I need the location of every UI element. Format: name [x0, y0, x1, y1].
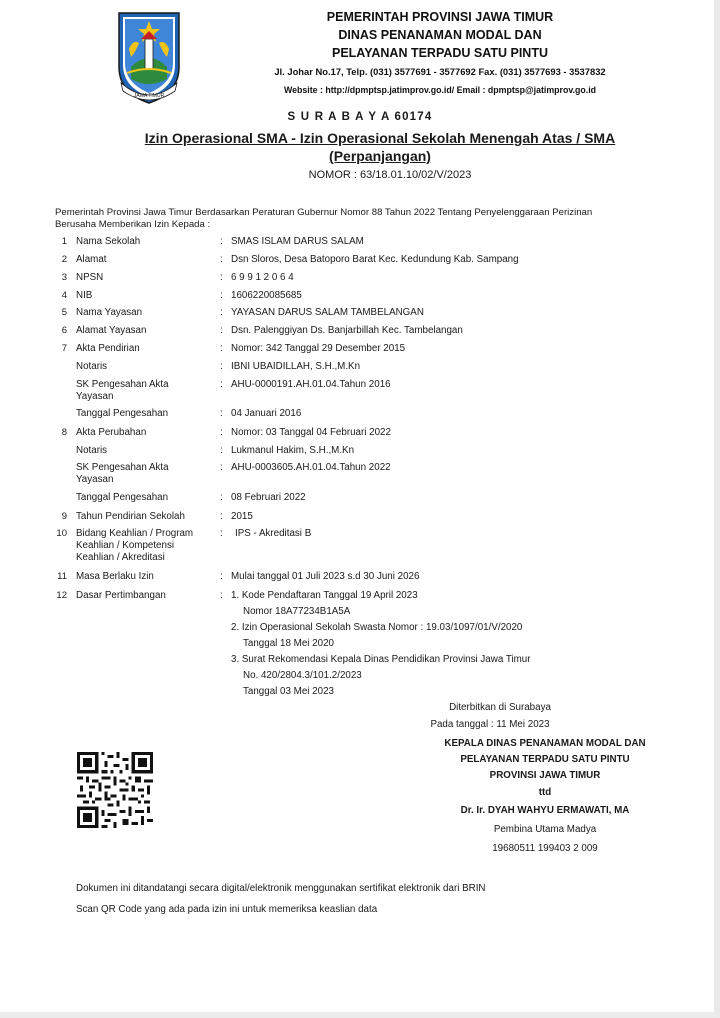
- item-value: Dsn. Palenggiyan Ds. Banjarbillah Kec. Tambelangan: [231, 325, 463, 336]
- item-label: Bidang Keahlian / Program Keahlian / Kompetensi Keahlian / Akreditasi: [76, 528, 194, 563]
- consideration-line: 1. Kode Pendaftaran Tanggal 19 April 2023: [231, 590, 418, 601]
- item-label: Nama Sekolah: [76, 236, 141, 247]
- item-colon: :: [220, 511, 223, 522]
- signatory-nip: 19680511 199403 2 009: [492, 843, 598, 854]
- signatory-rank: Pembina Utama Madya: [493, 824, 597, 835]
- item-colon: :: [220, 408, 223, 419]
- item-number: 12: [56, 590, 67, 601]
- jawa-timur-emblem-logo: [113, 9, 185, 105]
- item-colon: :: [220, 427, 223, 438]
- item-colon: :: [220, 492, 223, 503]
- consideration-line: Tanggal 18 Mei 2020: [243, 638, 334, 649]
- item-label: Tahun Pendirian Sekolah: [76, 511, 185, 522]
- item-value: Nomor: 342 Tanggal 29 Desember 2015: [231, 343, 406, 354]
- footer-digital-signature-note: Dokumen ini ditandatangi secara digital/elektronik menggunakan sertifikat elektronik dari BRIN: [76, 883, 486, 894]
- item-value: IPS - Akreditasi B: [235, 528, 312, 539]
- header-line1: PEMERINTAH PROVINSI JAWA TIMUR: [326, 10, 554, 24]
- item-label: Tanggal Pengesahan: [76, 408, 169, 419]
- item-label: Alamat: [76, 254, 107, 265]
- item-label: SK Pengesahan Akta Yayasan: [76, 379, 169, 402]
- item-label: Akta Perubahan: [76, 427, 147, 438]
- signature-ttd: ttd: [538, 787, 552, 798]
- item-label: Notaris: [76, 361, 108, 372]
- consideration-line: Tanggal 03 Mei 2023: [243, 686, 334, 697]
- item-colon: :: [220, 379, 223, 390]
- item-value: AHU-0003605.AH.01.04.Tahun 2022: [231, 462, 391, 473]
- item-number: 2: [61, 254, 67, 265]
- item-label: Tanggal Pengesahan: [76, 492, 169, 503]
- item-value: Nomor: 03 Tanggal 04 Februari 2022: [231, 427, 391, 438]
- item-colon: :: [220, 272, 223, 283]
- item-number: 9: [61, 511, 67, 522]
- item-colon: :: [220, 590, 223, 601]
- logo-text: JAWA TIMUR: [133, 93, 165, 99]
- header-website: Website : http://dpmptsp.jatimprov.go.id/ Email : dpmptsp@jatimprov.go.id: [283, 85, 597, 95]
- item-value: 1606220085685: [231, 290, 302, 301]
- consideration-line: No. 420/2804.3/101.2/2023: [243, 670, 362, 681]
- footer-qr-note: Scan QR Code yang ada pada izin ini untuk memeriksa keaslian data: [76, 904, 378, 915]
- item-label: Akta Pendirian: [76, 343, 140, 354]
- item-colon: :: [220, 571, 223, 582]
- item-number: 7: [61, 343, 67, 354]
- item-value: 08 Februari 2022: [231, 492, 306, 503]
- item-value: AHU-0000191.AH.01.04.Tahun 2016: [231, 379, 391, 390]
- item-label: NPSN: [76, 272, 104, 283]
- document-title: Izin Operasional SMA - Izin Operasional Sekolah Menengah Atas / SMA (Perpanjangan): [144, 130, 616, 164]
- header-line3: PELAYANAN TERPADU SATU PINTU: [332, 46, 548, 60]
- item-colon: :: [220, 290, 223, 301]
- item-value: Lukmanul Hakim, S.H.,M.Kn: [231, 445, 355, 456]
- header-line2: DINAS PENANAMAN MODAL DAN: [338, 28, 542, 42]
- item-label: Masa Berlaku Izin: [76, 571, 154, 582]
- item-label: SK Pengesahan Akta Yayasan: [76, 462, 169, 485]
- issue-date: Pada tanggal : 11 Mei 2023: [430, 719, 550, 730]
- item-number: 5: [61, 307, 67, 318]
- signatory-position: PELAYANAN TERPADU SATU PINTU: [460, 754, 630, 765]
- item-colon: :: [220, 343, 223, 354]
- item-colon: :: [220, 254, 223, 265]
- item-label: NIB: [76, 290, 93, 301]
- item-number: 10: [56, 528, 67, 539]
- item-label: Alamat Yayasan: [76, 325, 147, 336]
- item-label: Nama Yayasan: [76, 307, 143, 318]
- item-value: IBNI UBAIDILLAH, S.H.,M.Kn: [231, 361, 361, 372]
- issued-at: Diterbitkan di Surabaya: [449, 702, 551, 713]
- item-value: 2015: [231, 511, 253, 522]
- document-number: NOMOR : 63/18.01.10/02/V/2023: [308, 169, 472, 181]
- city-postcode: S U R A B A Y A 60174: [287, 111, 433, 123]
- item-number: 8: [61, 427, 67, 438]
- item-number: 4: [61, 290, 67, 301]
- item-value: 6 9 9 1 2 0 6 4: [231, 272, 294, 283]
- consideration-line: 2. Izin Operasional Sekolah Swasta Nomor : 19.03/1097/01/V/2020: [231, 622, 523, 633]
- intro-text: Pemerintah Provinsi Jawa Timur Berdasarkan Peraturan Gubernur Nomor 88 Tahun 2022 Tentang Penyelenggaraan Perizinan Berusaha Memberikan Izin Kepada :: [55, 207, 593, 230]
- item-number: 1: [61, 236, 67, 247]
- item-colon: :: [220, 445, 223, 456]
- signatory-name: Dr. Ir. DYAH WAHYU ERMAWATI, MA: [460, 805, 630, 816]
- item-value: SMAS ISLAM DARUS SALAM: [231, 236, 364, 247]
- item-value: Dsn Sloros, Desa Batoporo Barat Kec. Kedundung Kab. Sampang: [231, 254, 519, 265]
- item-value: 04 Januari 2016: [231, 408, 302, 419]
- item-number: 11: [57, 571, 67, 582]
- consideration-line: Nomor 18A77234B1A5A: [243, 606, 351, 617]
- header-address: Jl. Johar No.17, Telp. (031) 3577691 - 3577692 Fax. (031) 3577693 - 3537832: [274, 66, 606, 77]
- item-value: Mulai tanggal 01 Juli 2023 s.d 30 Juni 2026: [231, 571, 420, 582]
- verification-qr-code[interactable]: [77, 752, 153, 828]
- consideration-line: 3. Surat Rekomendasi Kepala Dinas Pendidikan Provinsi Jawa Timur: [231, 654, 531, 665]
- item-number: 6: [61, 325, 67, 336]
- item-value: YAYASAN DARUS SALAM TAMBELANGAN: [231, 307, 424, 318]
- signatory-position: PROVINSI JAWA TIMUR: [489, 770, 601, 781]
- item-colon: :: [220, 307, 223, 318]
- item-label: Notaris: [76, 445, 108, 456]
- item-colon: :: [220, 528, 223, 539]
- item-colon: :: [220, 462, 223, 473]
- item-label: Dasar Pertimbangan: [76, 590, 166, 601]
- item-colon: :: [220, 325, 223, 336]
- signatory-position: KEPALA DINAS PENANAMAN MODAL DAN: [444, 738, 646, 749]
- item-colon: :: [220, 236, 223, 247]
- item-number: 3: [61, 272, 67, 283]
- item-colon: :: [220, 361, 223, 372]
